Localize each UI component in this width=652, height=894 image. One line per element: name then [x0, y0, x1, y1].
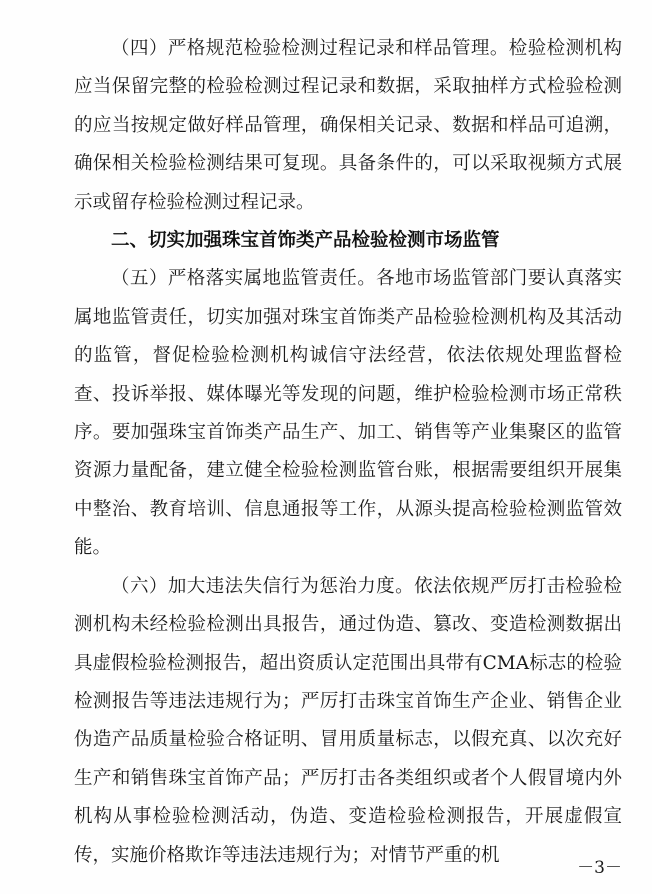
page-number: －3－: [577, 858, 622, 878]
document-body: [74, 30, 622, 875]
paragraph-section-4: （四）严格规范检验检测过程记录和样品管理。检验检测机构应当保留完整的检验检测过程记录和数据，采取抽样方式检验检测的应当按规定做好样品管理，确保相关记录、数据和样品可追溯，确保相关检验检测结果可复现。具备条件的，可以采取视频方式展示或留存检验检测过程记录。: [74, 38, 622, 213]
paragraph-section-5: （五）严格落实属地监管责任。各地市场监管部门要认真落实属地监管责任，切实加强对珠宝首饰类产品检验检测机构及其活动的监管，督促检验检测机构诚信守法经营，依法依规处理监督检查、投诉举报、媒体曝光等发现的问题，维护检验检测市场正常秩序。要加强珠宝首饰类产品生产、加工、销售等产业集聚区的监管资源力量配备，建立健全检验检测监管台账，根据需要组织开展集中整治、教育培训、信息通报等工作，从源头提高检验检测监管效能。: [74, 268, 622, 559]
paragraph-section-6: （六）加大违法失信行为惩治力度。依法依规严厉打击检验检测机构未经检验检测出具报告，通过伪造、篡改、变造检测数据出具虚假检验检测报告，超出资质认定范围出具带有CMA标志的检验检测报告等违法违规行为；严厉打击珠宝首饰生产企业、销售企业伪造产品质量检验合格证明、冒用质量标志，以假充真、以次充好生产和销售珠宝首饰产品；严厉打击各类组织或者个人假冒境内外机构从事检验检测活动，伪造、变造检验检测报告，开展虚假宣传，实施价格欺诈等违法违规行为；对情节严重的机: [74, 575, 622, 866]
section-heading-2: 二、切实加强珠宝首饰类产品检验检测市场监管: [111, 230, 500, 252]
